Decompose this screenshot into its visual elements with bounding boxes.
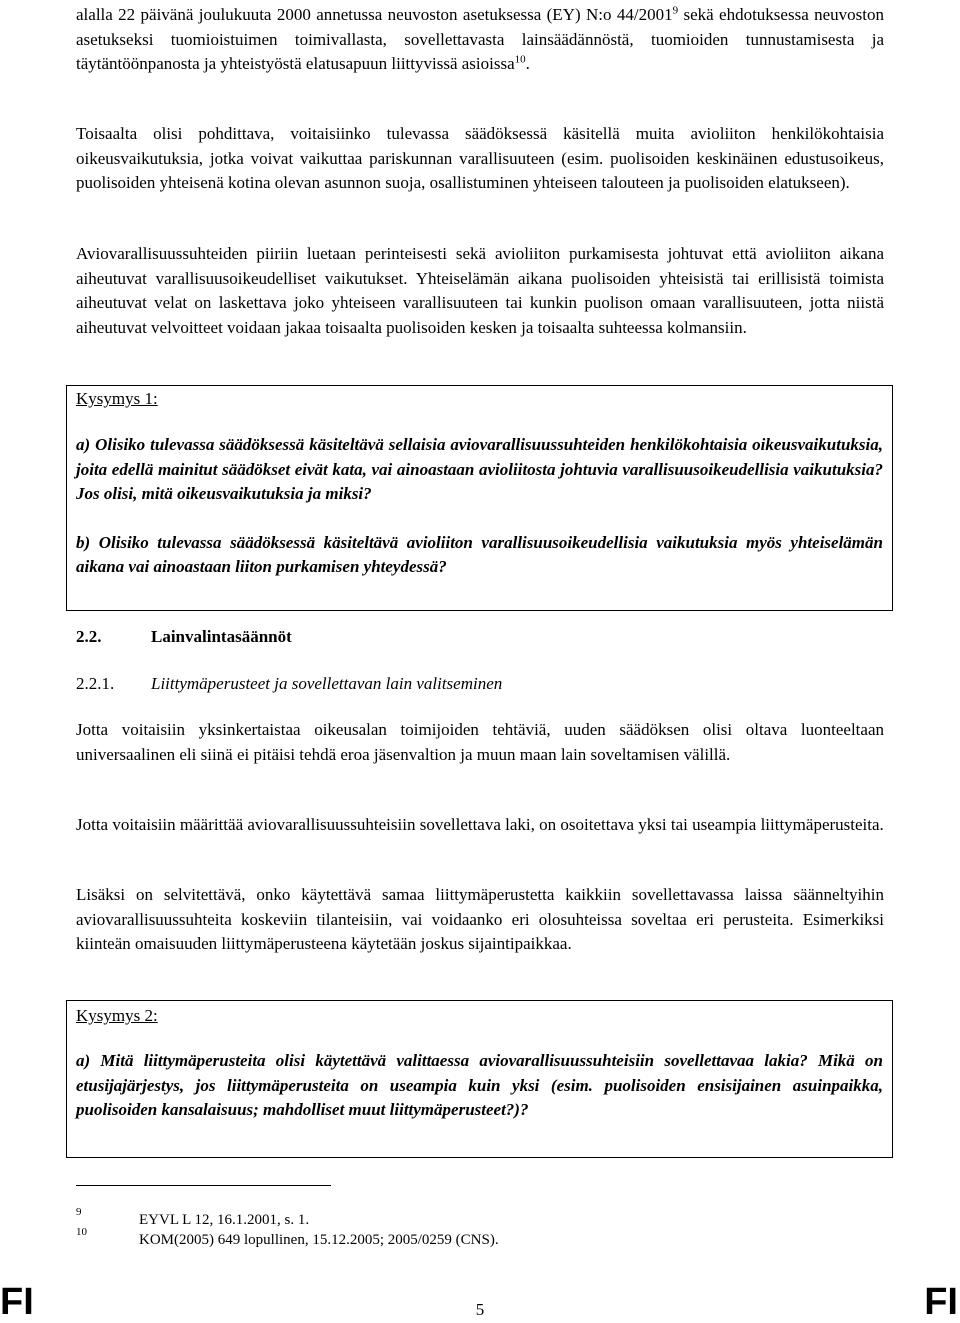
section-number: 2.2. bbox=[76, 627, 102, 646]
footnote-10-number: 10 bbox=[76, 1226, 87, 1238]
language-code-right: FI bbox=[924, 1281, 958, 1323]
subsection-number: 2.2.1. bbox=[76, 674, 115, 693]
question-2-part-a: a) Mitä liittymäperusteita olisi käytettävä valittaessa aviovarallisuussuhteisiin sovellettavaa lakia? Mikä on etusijajärjestys, jos liittymäperusteita on useampia kuin yksi (esim. puolisoiden ensisijainen asuinpaikka, puolisoiden kansalaisuus; mahdolliset muut liittymäperusteet?)? bbox=[76, 1051, 883, 1119]
language-code-left: FI bbox=[0, 1281, 34, 1323]
subsection-title: Liittymäperusteet ja sovellettavan lain valitseminen bbox=[151, 674, 503, 693]
footnote-10-text: KOM(2005) 649 lopullinen, 15.12.2005; 2005/0259 (CNS). bbox=[139, 1232, 499, 1248]
paragraph-property-relations: Aviovarallisuussuhteiden piiriin luetaan perinteisesti sekä avioliiton purkamisesta johtuvat että avioliiton aikana aiheutuvat varallisuusoikeudelliset vaikutukset. Yhteiselämän aikana puolisoiden yhteisistä tai erillisistä toimista aiheutuvat velat on laskettava joko yhteiseen varallisuuteen tai kunkin puolison omaan varallisuuteen, jotta niistä aiheutuvat velvoitteet voidaan jakaa toisaalta puolisoiden kesken ja toisaalta suhteessa kolmansiin. bbox=[76, 244, 884, 337]
page-number: 5 bbox=[475, 1300, 485, 1319]
question-1-box bbox=[66, 385, 893, 611]
section-heading bbox=[76, 625, 292, 649]
paragraph-personal-effects: Toisaalta olisi pohdittava, voitaisiinko tulevassa säädöksessä käsitellä muita avioliiton henkilökohtaisia oikeusvaikutuksia, jotka voivat vaikuttaa pariskunnan varallisuuteen (esim. puolisoiden keskinäinen edustusoikeus, puolisoiden yhteisenä kotina olevan asunnon suoja, osallistuminen yhteiseen talouteen ja puolisoiden elatukseen). bbox=[76, 124, 884, 192]
question-2-box bbox=[66, 1000, 893, 1158]
paragraph-universal: Jotta voitaisiin yksinkertaistaa oikeusalan toimijoiden tehtäviä, uuden säädöksen olisi oltava luonteeltaan universaalinen eli siinä ei pitäisi tehdä eroa jäsenvaltion ja muun maan lain soveltamisen välillä. bbox=[76, 720, 884, 764]
paragraph-connecting-factors: Jotta voitaisiin määrittää aviovarallisuussuhteisiin sovellettava laki, on osoitettava yksi tai useampia liittymäperusteita. bbox=[76, 815, 884, 834]
subsection-heading bbox=[76, 672, 502, 696]
question-1-title: Kysymys 1: bbox=[76, 389, 158, 408]
question-2-title: Kysymys 2: bbox=[76, 1006, 158, 1025]
footnote-9-number: 9 bbox=[76, 1206, 82, 1218]
intro-text: alalla 22 päivänä joulukuuta 2000 annetussa neuvoston asetuksessa (EY) N:o 44/2001 bbox=[76, 5, 673, 24]
footnote-ref-10[interactable]: 10 bbox=[514, 53, 526, 66]
question-1-part-a: a) Olisiko tulevassa säädöksessä käsiteltävä sellaisia aviovarallisuussuhteiden henkilökohtaisia oikeusvaikutuksia, joita edellä mainitut säädökset eivät kata, vai ainoastaan avioliitosta johtuvia varallisuusoikeudellisia vaikutuksia? Jos olisi, mitä oikeusvaikutuksia ja miksi? bbox=[76, 435, 883, 503]
section-title: Lainvalintasäännöt bbox=[151, 627, 292, 646]
question-1-part-b: b) Olisiko tulevassa säädöksessä käsiteltävä avioliiton varallisuusoikeudellisia vaikutuksia myös yhteiselämän aikana vai ainoastaan liiton purkamisen yhteydessä? bbox=[76, 532, 883, 576]
footnote-separator bbox=[76, 1185, 331, 1186]
footnote-9-text: EYVL L 12, 16.1.2001, s. 1. bbox=[139, 1212, 310, 1228]
intro-text-2: sekä ehdotuksessa neuvoston asetukseksi tuomioistuimen toimivallasta, sovellettavasta lainsäädännöstä, tuomioiden tunnustamisesta ja täytäntöönpanosta ja yhteistyöstä elatusapuun liittyvissä asioissa bbox=[76, 5, 884, 73]
footnote-ref-9[interactable]: 9 bbox=[672, 4, 679, 17]
paragraph-same-factor: Lisäksi on selvitettävä, onko käytettävä samaa liittymäperustetta kaikkiin sovellettavassa laissa säänneltyihin aviovarallisuussuhteita koskeviin tilanteisiin, vai voidaanko eri olosuhteissa soveltaa eri perusteita. Esimerkiksi kiinteän omaisuuden liittymäperusteena käytetään joskus sijaintipaikkaa. bbox=[76, 885, 884, 953]
intro-paragraph: alalla 22 päivänä joulukuuta 2000 annetussa neuvoston asetuksessa (EY) N:o 44/2001$^9$ sekä ehdotuksessa neuvoston asetukseksi tuomioistuimen toimivallasta, sovellettavasta lainsäädännöstä, tuomioiden tunnustamisesta ja täytäntöönpanosta ja yhteistyöstä elatusapuun liittyvissä asioissa$^{10}$. bbox=[76, 4, 884, 73]
